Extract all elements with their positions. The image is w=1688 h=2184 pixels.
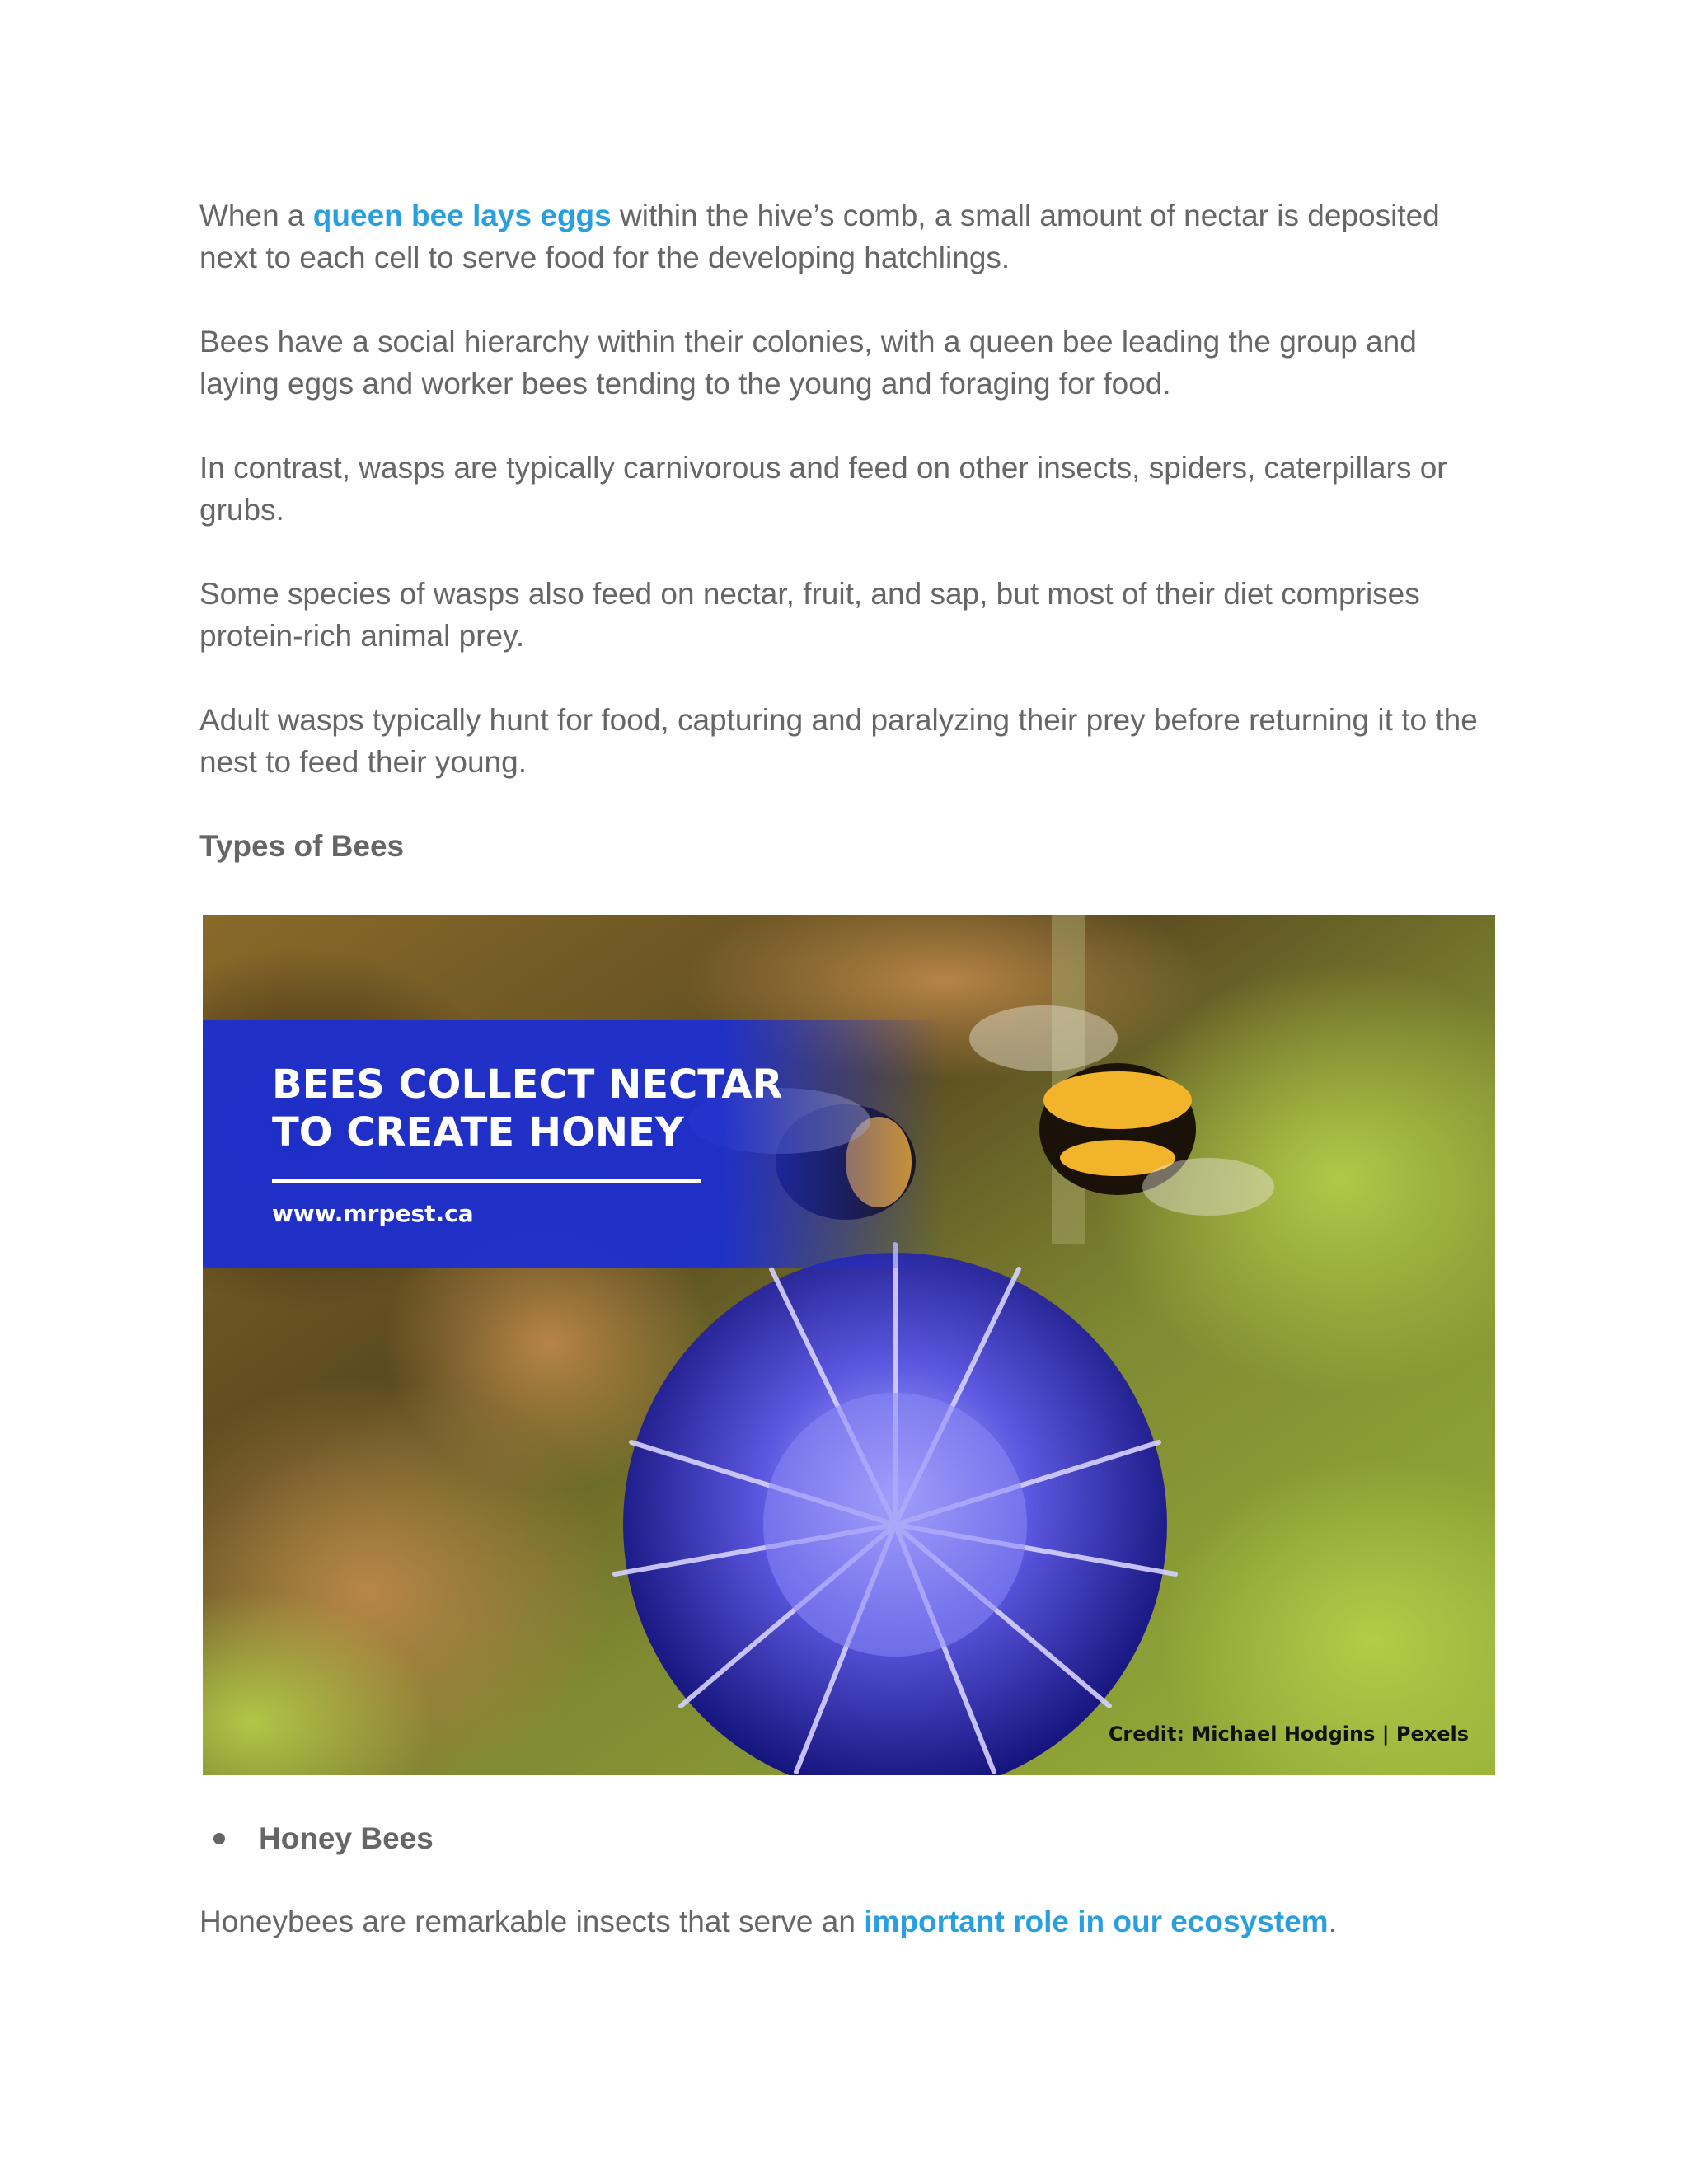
paragraph-wasps-carnivorous: In contrast, wasps are typically carnivorous and feed on other insects, spiders, caterpillars or grubs. xyxy=(199,451,1447,527)
photo-credit: Credit: Michael Hodgins | Pexels xyxy=(1108,1722,1469,1746)
bees-photo-illustration xyxy=(203,915,1495,1775)
paragraph-queen-eggs xyxy=(199,194,1493,279)
bullet-icon xyxy=(213,1833,225,1844)
queen-bee-lays-eggs-link[interactable]: queen bee lays eggs xyxy=(312,199,612,232)
list-item-label: Honey Bees xyxy=(259,1821,434,1855)
paragraph-wasps-diet: Some species of wasps also feed on nectar, fruit, and sap, but most of their diet comprises protein-rich animal prey. xyxy=(199,577,1420,653)
list-item-honey-bees xyxy=(199,1817,1493,1859)
important-role-ecosystem-link[interactable]: important role in our ecosystem xyxy=(864,1905,1329,1938)
paragraph-social-hierarchy: Bees have a social hierarchy within their colonies, with a queen bee leading the group and laying eggs and worker bees tending to the young and foraging for food. xyxy=(199,325,1417,401)
banner-divider xyxy=(272,1179,701,1183)
paragraph-honeybees xyxy=(199,1900,1493,1943)
paragraph-text: within the hive’s comb, a small amount of nectar is deposited next to each cell to serve food for the developing hatchlings. xyxy=(199,199,1440,274)
article-body xyxy=(199,194,1493,867)
banner-title-line-2: TO CREATE HONEY xyxy=(272,1109,684,1155)
paragraph-text: When a xyxy=(199,199,313,232)
paragraph-text: . xyxy=(1328,1905,1337,1938)
bees-flower-image xyxy=(203,915,1495,1775)
banner-url: www.mrpest.ca xyxy=(272,1200,474,1227)
banner-title-line-1: BEES COLLECT NECTAR xyxy=(272,1062,783,1108)
paragraph-text: Honeybees are remarkable insects that serve an xyxy=(199,1905,865,1938)
paragraph-adult-wasps: Adult wasps typically hunt for food, capturing and paralyzing their prey before returning it to the nest to feed their young. xyxy=(199,703,1478,779)
section-heading-types-of-bees: Types of Bees xyxy=(199,829,405,863)
